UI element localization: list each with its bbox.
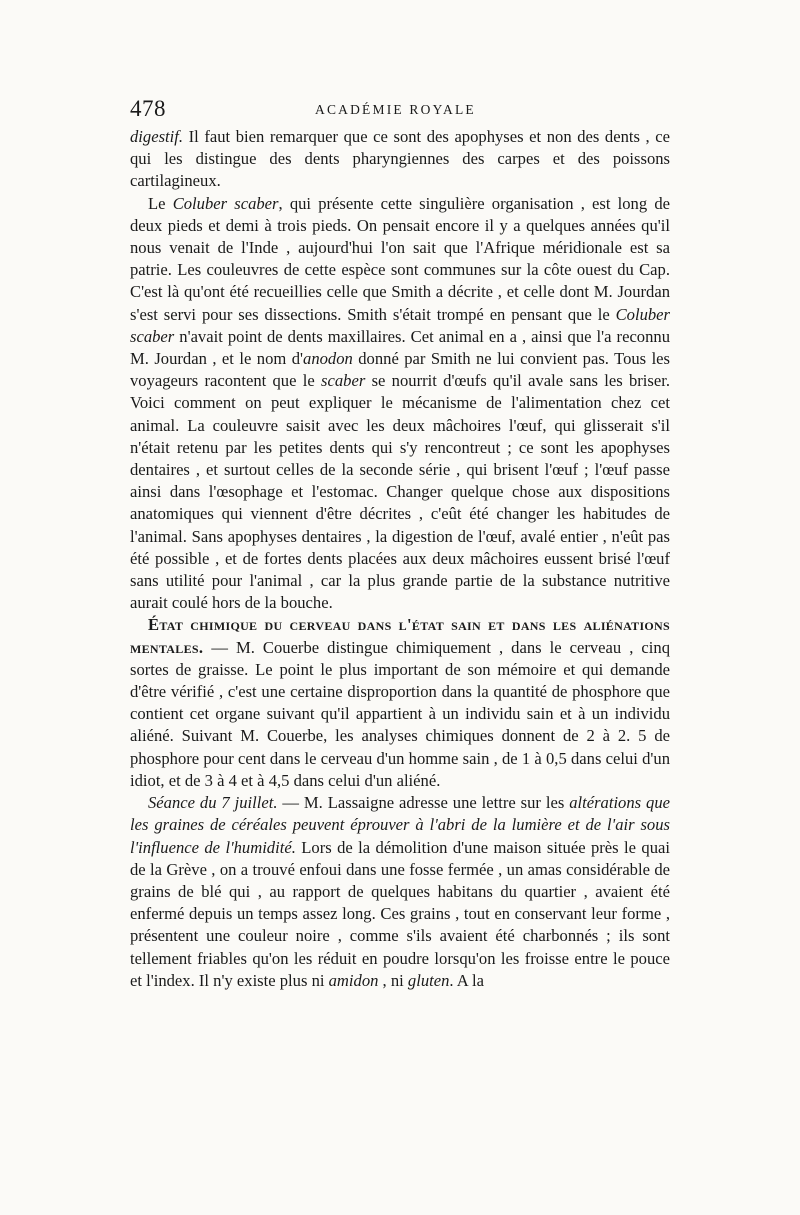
- text-run: Lors de la démolition d'une maison située près le quai de la Grève , on a trouvé enfoui dans une fosse fermée , un amas considérable de grains de blé qui , au rapport de quelques habitans du quartier , avaient été enfermé depuis un temps assez long. Ces grains , tout en conservant leur forme , présentent une couleur noire , comme s'ils avaient été charbonnés ; ils sont tellement friables qu'on les réduit en poudre lorsqu'on les froisse entre le pouce et l'index. Il n'y existe plus ni: [130, 837, 670, 990]
- text-run: se nourrit d'œufs qu'il avale sans les briser. Voici comment on peut expliquer le mécanisme de l'alimentation chez cet animal. La couleuvre saisit avec les deux mâchoires l'œuf, qui glisserait s'il n'était retenu par les petites dents qui s'y rencontreut ; ce sont les apophyses dentaires , et surtout celles de la seconde série , qui brisent l'œuf ; l'œuf passe ainsi dans l'œsophage et l'estomac. Changer quelque chose aux dispositions anatomiques qui viennent d'être décrites , c'eût été changer les habitudes de l'animal. Sans apophyses dentaires , la digestion de l'œuf, avalé entier , n'eût pas été possible , et de fortes dents placées aux deux mâchoires eussent brisé l'œuf sans utilité pour l'animal , car la plus grande partie de la substance nutritive aurait coulé hors de la bouche.: [130, 371, 670, 613]
- book-page: [130, 92, 670, 1092]
- text-run: Il faut bien remarquer que ce sont des apophyses et non des dents , ce qui les distingue des dents pharyngiennes des carpes et des poissons cartilagineux.: [130, 127, 670, 191]
- text-run: scaber: [321, 371, 366, 391]
- text-run: Le: [148, 193, 173, 213]
- text-run: État chimique du cerveau dans l'état sain et dans les aliénations mentales.: [130, 615, 670, 657]
- paragraph-etat-chimique: [130, 614, 670, 792]
- running-title: ACADÉMIE ROYALE: [315, 102, 476, 117]
- text-run: anodon: [303, 349, 353, 369]
- text-run: Séance du 7 juillet.: [148, 793, 278, 813]
- text-run: , ni: [378, 970, 408, 990]
- text-run: digestif.: [130, 127, 184, 146]
- running-head: [130, 92, 670, 126]
- text-run: , qui présente cette singulière organisation , est long de deux pieds et demi à trois pieds. On pensait encore il y a quelques années qu'il nous venait de l'Inde , aujourd'hui l'on sait que l'Afrique méridionale est sa patrie. Les couleuvres de cette espèce sont communes sur la côte ouest du Cap. C'est là qu'ont été recueillies celle que Smith a décrite , et celle dont M. Jourdan s'est servi pour ses dissections. Smith s'était trompé en pensant que le: [130, 193, 670, 324]
- paragraph-coluber-scaber: [130, 193, 670, 615]
- text-run: n'avait point de dents maxillaires. Cet animal en a , ainsi que l'a reconnu M. Jourdan , et le nom d': [130, 326, 670, 369]
- text-run: amidon: [328, 970, 379, 990]
- text-run: donné par Smith ne lui convient pas. Tous les voyageurs racontent que le: [130, 349, 670, 391]
- text-run: — M. Lassaigne adresse une lettre sur les: [277, 793, 570, 813]
- text-run: Coluber scaber: [130, 304, 670, 346]
- page-number: 478: [130, 96, 166, 121]
- text-run: gluten: [407, 970, 450, 990]
- text-run: altérations que les graines de céréales peuvent éprouver à l'abri de la lumière et de l'air sous l'influence de l'humidité.: [130, 793, 670, 857]
- paragraph-digestif: [130, 126, 670, 193]
- text-run: — M. Couerbe distingue chimiquement , dans le cerveau , cinq sortes de graisse. Le point le plus important de son mémoire et qui demande d'être vérifié , c'est une certaine disproportion dans la quantité de phosphore que contient cet organe suivant qu'il appartient à un individu sain et à un individu aliéné. Suivant M. Couerbe, les analyses chimiques donnent de 2 à 2. 5 de phosphore pour cent dans le cerveau d'un homme sain , de 1 à 0,5 dans celui d'un idiot, et de 3 à 4 et à 4,5 dans celui d'un aliéné.: [130, 637, 670, 790]
- paragraph-seance-7-juillet: [130, 792, 670, 992]
- body-text: [130, 126, 670, 992]
- text-run: Coluber scaber: [172, 193, 279, 213]
- text-run: . A la: [449, 970, 484, 990]
